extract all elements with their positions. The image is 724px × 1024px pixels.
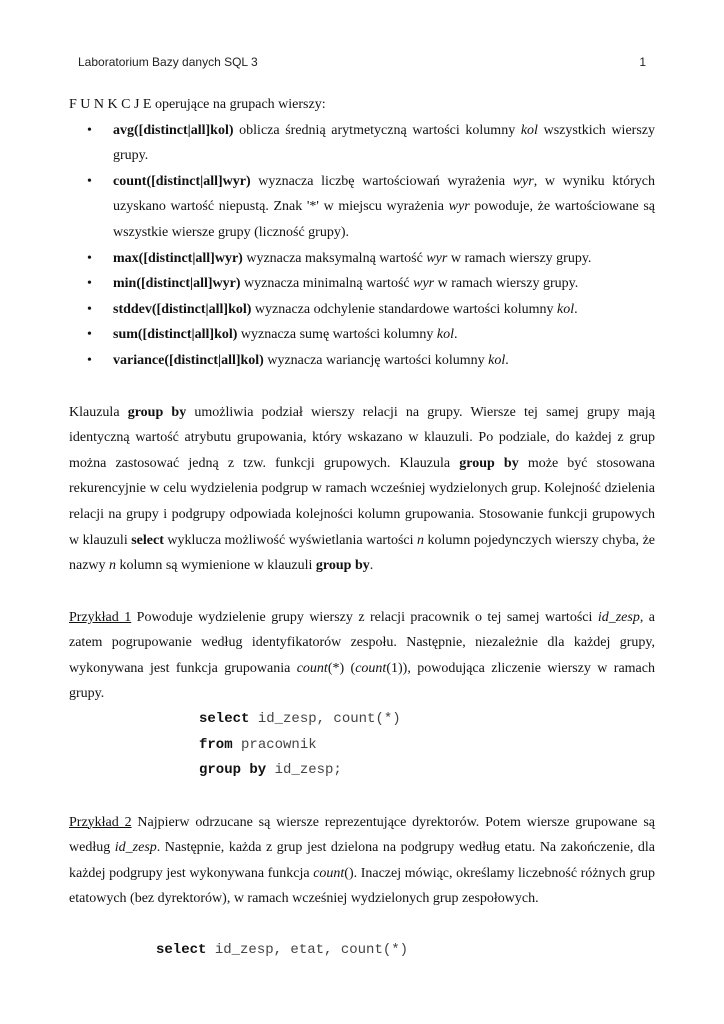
function-item-max xyxy=(87,246,655,272)
example2-paragraph xyxy=(69,810,655,912)
text: . Następnie, każda z grup jest dzielona na podgrupy według etatu. Na zakończenie, dla każdej podgrupy jest wykonywana funkcja xyxy=(69,840,656,881)
function-signature: stddev([distinct|all]kol) xyxy=(113,301,252,317)
bullet-icon: • xyxy=(87,327,92,343)
text: (1)), powodująca zliczenie wierszy w ramach grupy. xyxy=(69,660,655,702)
function-arg: kol xyxy=(520,122,538,138)
code-keyword: from xyxy=(199,736,233,753)
function-desc: . xyxy=(505,352,509,368)
code-text: id_zesp; xyxy=(266,762,342,779)
example2-label: Przykład 2 xyxy=(69,814,132,830)
function-item-stddev xyxy=(87,297,655,323)
bullet-icon: • xyxy=(87,250,92,266)
bullet-icon: • xyxy=(87,122,92,138)
page-header xyxy=(78,55,646,69)
code-line xyxy=(156,938,655,964)
keyword: group by xyxy=(127,404,187,420)
function-desc: wyznacza sumę wartości kolumny xyxy=(237,327,437,343)
function-desc: , w wyniku których uzyskano wartość niepustą. Znak '*' w miejscu wyrażenia xyxy=(113,173,655,215)
document-body xyxy=(69,92,655,963)
text: może być stosowana rekurencyjnie w celu wydzielenia podgrup w ramach wcześniej wydzielonych grup. Kolejność dzielenia relacji na grupy i podgrupy odpowiada kolejności kolumn grupowania. Stosowanie funkcji grupowych w klauzuli xyxy=(69,455,655,548)
text: kolumn są wymienione w klauzuli xyxy=(116,558,316,574)
function-arg: wyr xyxy=(426,250,448,266)
text: (*) ( xyxy=(327,660,356,676)
code-line xyxy=(199,733,655,759)
function-desc: w ramach wierszy grupy. xyxy=(434,276,579,292)
intro-spaced: F U N K C J E xyxy=(69,97,152,112)
code-line xyxy=(199,707,655,733)
italic-var: count xyxy=(355,660,387,676)
example1-label: Przykład 1 xyxy=(69,609,132,625)
function-desc: . xyxy=(574,301,578,317)
function-signature: avg([distinct|all]kol) xyxy=(113,122,234,138)
italic-var: count xyxy=(313,865,345,881)
keyword: group by xyxy=(459,455,519,471)
code-keyword: select xyxy=(199,711,250,728)
text: Klauzula xyxy=(69,404,128,420)
code-text: id_zesp, etat, count(*) xyxy=(206,941,409,958)
function-desc: powoduje, że wartościowane są wszystkie wiersze grupy (liczność grupy). xyxy=(113,199,655,240)
spacer xyxy=(69,784,655,810)
bullet-icon: • xyxy=(87,301,92,317)
text: . xyxy=(369,558,374,574)
function-desc: . xyxy=(453,327,458,343)
keyword: group by xyxy=(315,558,370,574)
italic-var: count xyxy=(296,660,328,676)
function-item-count xyxy=(87,169,655,246)
groupby-paragraph xyxy=(69,400,655,579)
italic-var: n xyxy=(109,558,117,574)
intro-rest: operujące na grupach wierszy: xyxy=(151,97,326,112)
function-item-min xyxy=(87,271,655,297)
function-desc: wyznacza minimalną wartość xyxy=(240,276,414,292)
bullet-icon: • xyxy=(87,352,92,368)
function-arg: kol xyxy=(556,301,575,317)
function-arg: wyr xyxy=(512,173,534,189)
function-arg: kol xyxy=(488,352,506,368)
functions-list xyxy=(69,118,655,374)
function-desc: wyznacza liczbę wartościowań wyrażenia xyxy=(250,173,513,189)
text: (). Inaczej mówiąc, określamy liczebność różnych grup etatowych (bez dyrektorów), w ramach wcześniej wydzielonych grup zespołowych. xyxy=(69,865,656,907)
function-desc: wyznacza odchylenie standardowe wartości kolumny xyxy=(251,301,557,317)
spacer xyxy=(69,374,655,400)
keyword: select xyxy=(131,532,164,548)
header-title: Laboratorium Bazy danych SQL 3 xyxy=(78,55,258,69)
example1-code xyxy=(69,707,655,784)
function-desc: wyznacza maksymalną wartość xyxy=(242,250,427,266)
function-signature: count([distinct|all]wyr) xyxy=(113,173,251,189)
function-signature: max([distinct|all]wyr) xyxy=(113,250,243,266)
bullet-icon: • xyxy=(87,173,92,189)
function-item-sum xyxy=(87,322,655,348)
text: wyklucza możliwość wyświetlania wartości xyxy=(163,532,418,548)
code-keyword: select xyxy=(156,941,207,958)
function-arg: wyr xyxy=(448,199,470,215)
text: kolumn pojedynczych wierszy chyba, że nazwy xyxy=(69,532,655,574)
italic-var: n xyxy=(417,532,425,548)
function-arg: wyr xyxy=(413,276,435,292)
function-desc: wyznacza wariancję wartości kolumny xyxy=(263,352,489,368)
function-desc: w ramach wierszy grupy. xyxy=(447,250,592,266)
text: Powoduje wydzielenie grupy wierszy z relacji pracownik o tej samej wartości xyxy=(131,609,598,625)
spacer xyxy=(69,579,655,605)
example1-paragraph xyxy=(69,605,655,707)
code-line xyxy=(199,758,655,784)
function-signature: min([distinct|all]wyr) xyxy=(113,276,241,292)
function-item-avg xyxy=(87,118,655,169)
code-keyword: group by xyxy=(199,762,267,779)
function-arg: kol xyxy=(436,327,454,343)
function-signature: sum([distinct|all]kol) xyxy=(113,327,238,343)
italic-var: id_zesp xyxy=(597,609,640,625)
spacer xyxy=(69,912,655,938)
function-desc: wszystkich wierszy grupy. xyxy=(113,122,655,164)
text: , a zatem pogrupowanie według identyfikatorów zespołu. Następnie, niezależnie dla każdej grupy, wykonywana jest funkcja grupowania xyxy=(69,609,656,676)
text: Najpierw odrzucane są wiersze reprezentujące dyrektorów. Potem wiersze grupowane są według xyxy=(69,814,655,856)
page-number: 1 xyxy=(639,55,646,69)
example2-code xyxy=(69,938,655,964)
code-text: pracownik xyxy=(232,736,317,753)
bullet-icon: • xyxy=(87,276,92,292)
function-desc: oblicza średnią arytmetyczną wartości kolumny xyxy=(233,122,521,138)
code-text: id_zesp, count(*) xyxy=(249,711,401,728)
functions-intro xyxy=(69,92,655,118)
function-signature: variance([distinct|all]kol) xyxy=(113,352,264,368)
function-item-variance xyxy=(87,348,655,374)
text: umożliwia podział wierszy relacji na grupy. Wiersze tej samej grupy mają identyczną wartość atrybutu grupowania, który wskazano w klauzuli. Po podziale, do każdej z grup można zastosować jedną z tzw. funkcji grupowych. Klauzula xyxy=(69,404,656,471)
italic-var: id_zesp xyxy=(114,840,157,856)
